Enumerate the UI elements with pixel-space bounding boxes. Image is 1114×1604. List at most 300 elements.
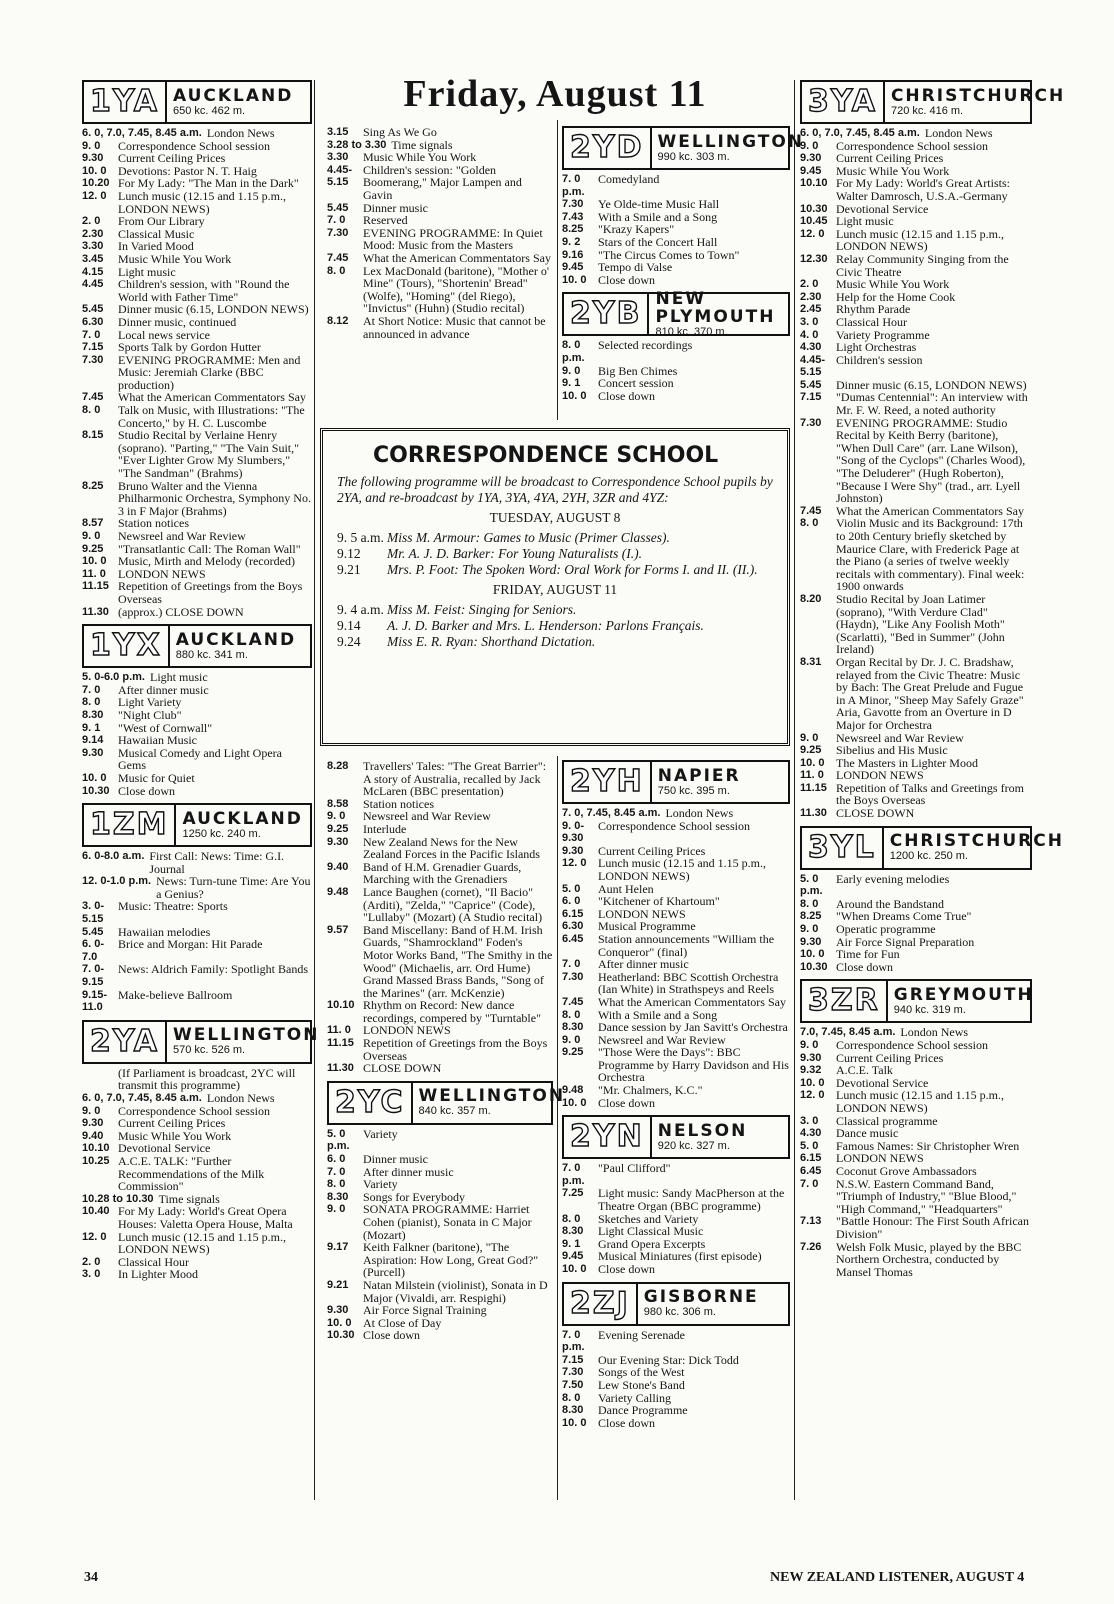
- entry-text: Dance Programme: [598, 1403, 688, 1418]
- programme-entry: [800, 936, 1032, 949]
- entry-time: 9.57: [327, 923, 349, 936]
- entry-text: Bruno Walter and the Vienna Philharmonic Orchestra, Symphony No. 3 in F Major (Brahms): [118, 478, 311, 518]
- entry-text: Grand Opera Excerpts: [598, 1236, 706, 1251]
- station-spacer: [562, 1429, 790, 1435]
- station-2yn: [562, 1115, 790, 1281]
- entry-time: 5. 0 p.m.: [327, 1127, 350, 1153]
- entry-time: 10. 0: [800, 756, 825, 769]
- entry-text: At Close of Day: [363, 1315, 442, 1330]
- entry-time: 8.28: [327, 760, 349, 772]
- programme-entry: [800, 417, 1032, 505]
- station-1zm: [82, 803, 312, 1020]
- programme-entry: [562, 1097, 790, 1110]
- entry-text: Station announcements "William the Conqueror" (final): [598, 931, 775, 959]
- entry-text: Correspondence School session: [118, 138, 270, 153]
- entry-text: Dinner music: [363, 200, 428, 215]
- programme-entry: [562, 1404, 790, 1417]
- station-2zj: [562, 1282, 790, 1436]
- entry-text: Talk on Music, with Illustrations: "The Concerto," by H. C. Luscombe: [118, 403, 305, 430]
- entry-time: 10.30: [800, 960, 828, 973]
- programme-entry: [562, 933, 790, 958]
- entry-text: (approx.) CLOSE DOWN: [118, 604, 244, 619]
- entry-text: Violin Music and its Background: 17th to 20th Century briefly sketched by Maurice Clare, with Frederick Page at the Piano (a series of twelve weekly recitals with commentary). Final week: 1900 onwards: [836, 516, 1025, 594]
- entry-time: 9. 0: [327, 1203, 346, 1216]
- entry-text: Repetition of Talks and Greetings from the Boys Overseas: [836, 780, 1024, 808]
- programme-entry: [562, 173, 790, 198]
- entry-time: 11.15: [800, 781, 827, 794]
- entry-time: 7.50: [562, 1378, 584, 1391]
- station-city: WELLINGTON: [172, 1025, 320, 1046]
- station-info: [888, 981, 1034, 1021]
- station-frequency: 810 kc. 370 m.: [655, 325, 728, 338]
- programme-entry: [327, 252, 553, 265]
- programme-entry: [327, 1153, 553, 1166]
- entry-text: Children's session, with "Round the World with Father Time": [118, 277, 290, 304]
- entry-text: Studio Recital by Verlaine Henry (soprano). "Parting," "The Vain Suit," "Ever Lighter Grow My Slumbers," "The Sandman" (Brahms): [118, 428, 300, 481]
- entry-time: 9.16: [562, 248, 584, 261]
- programme-entry: [82, 963, 312, 988]
- entry-time: 12. 0: [82, 189, 107, 202]
- station-info: [649, 288, 788, 338]
- station-3yl: [800, 826, 1064, 980]
- station-header: [82, 624, 312, 668]
- programme-entry: [800, 127, 1032, 140]
- station-logo: [564, 1117, 652, 1157]
- lesson-row: [337, 634, 773, 650]
- entry-text: Children's session: [836, 352, 923, 367]
- entry-time: 10. 0: [800, 1076, 825, 1089]
- programme-entry: [82, 253, 312, 266]
- entry-text: Current Ceiling Prices: [118, 1116, 226, 1131]
- programme-entry: [327, 126, 553, 139]
- station-city: AUCKLAND: [175, 629, 297, 650]
- entry-time: 8.30: [562, 1225, 584, 1238]
- station-logo: [564, 128, 652, 168]
- programme-entry: [327, 924, 553, 1000]
- entry-text: Close down: [118, 783, 175, 798]
- column-4: [800, 80, 1066, 1500]
- entry-text: "Night Club": [118, 707, 182, 722]
- entry-text: Newsreel and War Review: [118, 529, 246, 543]
- programme-entry: [327, 227, 553, 252]
- entry-time: 9.48: [562, 1084, 584, 1097]
- entry-time: 9. 0: [82, 530, 101, 542]
- station-header: [800, 826, 1064, 870]
- station-2yd: [562, 126, 805, 292]
- programme-entry: [327, 214, 553, 227]
- entry-text: Evening Serenade: [598, 1327, 685, 1342]
- entry-time: 4.15: [82, 265, 104, 278]
- column-rule: [557, 756, 558, 1500]
- entry-time: 2. 0: [82, 1255, 101, 1268]
- entry-text: Close down: [598, 1095, 655, 1110]
- programme-entry: [800, 253, 1032, 278]
- entry-time: 10. 0: [82, 555, 107, 568]
- programme-entry: [82, 1268, 312, 1281]
- station-info: [884, 828, 1064, 868]
- entry-text: Current Ceiling Prices: [118, 151, 226, 166]
- entry-time: 9. 1: [82, 721, 101, 734]
- programme-entry: [800, 807, 1032, 820]
- programme-entry: [800, 769, 1032, 782]
- programme-entry: [82, 1231, 312, 1256]
- page-number: 34: [84, 1570, 98, 1585]
- station-header: [82, 1020, 320, 1064]
- entry-time: 2. 0: [800, 278, 819, 291]
- entry-text: Time signals: [391, 137, 453, 152]
- entry-text: Lance Baughen (cornet), "Il Bacio" (Arditi), "Zelda," "Caprice" (Code), "Lullaby" (Mozart) (A Studio recital): [363, 884, 543, 925]
- programme-entry: [562, 211, 790, 224]
- station-info: [652, 1117, 788, 1157]
- programme-entry: [327, 1279, 553, 1304]
- entry-text: Light Orchestras: [836, 340, 917, 355]
- entry-time: 7.30: [562, 1366, 584, 1379]
- entry-text: The Masters in Lighter Mood: [836, 755, 978, 770]
- lesson-row: [337, 618, 773, 634]
- entry-text: Lex MacDonald (baritone), "Mother o' Mine" (Tours), "Shortenin' Bread" (Wolfe), "Homing" (del Riego), "Invictus" (Huhn) (Studio recital): [363, 263, 549, 316]
- entry-text: A.C.E. TALK: "Further Recommendations of the Milk Commission": [118, 1153, 265, 1194]
- programme-entry: [800, 303, 1032, 316]
- entry-time: 7.45: [562, 995, 584, 1008]
- programme-entry: [82, 429, 312, 479]
- station-header: [562, 1115, 790, 1159]
- entry-text: Dance session by Jan Savitt's Orchestra: [598, 1020, 788, 1035]
- entry-text: Local news service: [118, 327, 210, 342]
- station-call-sign: 2YD: [570, 130, 644, 165]
- programme-entry: [800, 782, 1032, 807]
- entry-time: 9.15-11.0: [82, 988, 108, 1014]
- station-spacer: [562, 402, 790, 408]
- lesson-time: 9.14: [337, 618, 361, 633]
- station-header: [82, 803, 312, 847]
- entry-text: Light Variety: [118, 695, 182, 710]
- programme-entry: [800, 656, 1032, 732]
- entry-time: 8.30: [327, 1190, 349, 1203]
- column-2-bottom: [327, 759, 566, 1500]
- programme-entry: [562, 1329, 790, 1354]
- programme-entry: [562, 1162, 790, 1187]
- programme-entry: [562, 390, 790, 403]
- station-frequency: 720 kc. 416 m.: [890, 104, 964, 117]
- programme-entry: [562, 895, 790, 908]
- programme-entry: [562, 1021, 790, 1034]
- entry-text: "Kitchener of Khartoum": [598, 894, 720, 909]
- entry-text: (If Parliament is broadcast, 2YC will transmit this programme): [118, 1065, 296, 1093]
- station-call-sign: 2ZJ: [570, 1285, 630, 1321]
- station-info: [167, 1022, 320, 1062]
- station-city: WELLINGTON: [657, 131, 805, 152]
- entry-text: Make-believe Ballroom: [118, 987, 233, 1002]
- station-info: [176, 805, 310, 845]
- programme-entry: [82, 228, 312, 241]
- entry-time: 9.30: [800, 1051, 822, 1064]
- entry-time: 9.30: [327, 1304, 349, 1317]
- entry-text: Help for the Home Cook: [836, 289, 956, 304]
- lesson-row: [337, 530, 773, 546]
- lesson-title: Mrs. P. Foot: The Spoken Word: Oral Work for Forms I. and II. (II.).: [387, 562, 758, 577]
- entry-time: 7.30: [82, 353, 104, 366]
- entry-text: Keith Falkner (baritone), "The Aspiration: How Long, Great God?" (Purcell): [363, 1240, 539, 1280]
- entry-time: 9. 0: [800, 139, 819, 152]
- entry-time: 7. 0, 7.45, 8.45 a.m.: [562, 807, 661, 819]
- correspondence-day: [337, 510, 773, 578]
- column-1: [82, 80, 320, 1500]
- programme-entry: [800, 1064, 1032, 1077]
- entry-text: Music While You Work: [363, 150, 477, 165]
- station-city: AUCKLAND: [172, 85, 294, 106]
- programme-entry: [82, 580, 312, 605]
- station-logo: [84, 805, 176, 845]
- programme-entry: [800, 1165, 1032, 1178]
- programme-entry: [800, 873, 1032, 898]
- programme-entry: [327, 1241, 553, 1279]
- entry-text: Brice and Morgan: Hit Parade: [118, 937, 263, 952]
- station-spacer: [800, 1278, 1032, 1284]
- entry-text: News: Turn-tune Time: Are You a Genius?: [156, 874, 311, 901]
- station-spacer: [82, 1281, 312, 1287]
- entry-time: 12.30: [800, 252, 828, 265]
- entry-text: Musical Programme: [598, 919, 696, 934]
- station-info: [885, 82, 1065, 122]
- entry-text: Light music: [118, 264, 176, 279]
- entry-text: Variety Programme: [836, 327, 930, 342]
- entry-text: Devotional Service: [836, 1075, 929, 1090]
- entry-time: 10. 0: [562, 273, 587, 286]
- programme-entry: [82, 404, 312, 429]
- programme-entry: [82, 734, 312, 747]
- entry-time: 10.45: [800, 215, 828, 228]
- entry-time: 3. 0: [800, 315, 819, 328]
- entry-text: Devotional Service: [836, 201, 929, 216]
- entry-time: 7.30: [562, 970, 584, 983]
- programme-entry: [800, 354, 1032, 379]
- entry-time: 11.30: [800, 807, 827, 820]
- entry-time: 8. 0 p.m.: [562, 339, 585, 364]
- entry-time: 9.45: [562, 1250, 584, 1263]
- entry-time: 3.45: [82, 252, 104, 265]
- entry-time: 11.15: [82, 580, 109, 593]
- entry-text: For My Lady: "The Man in the Dark": [118, 176, 299, 191]
- station-city: NAPIER: [657, 765, 741, 786]
- entry-time: 11.30: [82, 605, 109, 618]
- entry-time: 10.30: [327, 1329, 355, 1342]
- entry-time: 7. 0: [82, 328, 101, 341]
- entry-text: Lunch music (12.15 and 1.15 p.m., LONDON NEWS): [118, 188, 286, 216]
- entry-text: LONDON NEWS: [118, 566, 206, 581]
- entry-text: Rhythm on Record: New dance recordings, compered by "Turntable": [363, 998, 541, 1025]
- entry-text: Music: Theatre: Sports: [118, 899, 228, 914]
- entry-time: 3.28 to 3.30: [327, 138, 387, 151]
- entry-time: 7.15: [562, 1353, 584, 1366]
- entry-time: 9. 0: [82, 1104, 101, 1117]
- programme-entry: [82, 989, 312, 1014]
- entry-text: First Call: News: Time: G.I. Journal: [149, 849, 285, 876]
- column-rule: [794, 80, 795, 1500]
- entry-text: Children's session: "Golden Boomerang," Major Lampen and Gavin: [363, 162, 522, 202]
- entry-text: Famous Names: Sir Christopher Wren: [836, 1138, 1020, 1153]
- entry-time: 2.45: [800, 303, 822, 316]
- entry-text: In Lighter Mood: [118, 1267, 198, 1282]
- station-header: [82, 80, 312, 124]
- entry-text: Music, Mirth and Melody (recorded): [118, 554, 295, 569]
- station-city: GREYMOUTH: [893, 984, 1034, 1005]
- entry-time: 8. 0: [562, 1008, 581, 1021]
- entry-time: 10.30: [800, 202, 828, 215]
- programme-entry: [800, 1127, 1032, 1140]
- entry-time: 4. 0: [800, 328, 819, 341]
- programme-entry: [800, 278, 1032, 291]
- entry-text: Welsh Folk Music, played by the BBC Northern Orchestra, conducted by Mansel Thomas: [836, 1239, 1022, 1279]
- programme-entry: [82, 480, 312, 518]
- publication-footer: NEW ZEALAND LISTENER, AUGUST 4: [770, 1570, 1025, 1585]
- programme-entry: [562, 365, 790, 378]
- entry-text: Music While You Work: [836, 277, 950, 292]
- correspondence-heading: CORRESPONDENCE SCHOOL: [373, 443, 719, 468]
- entry-time: 9.14: [82, 734, 104, 747]
- programme-entry: [327, 810, 553, 823]
- station-call-sign: 3YA: [808, 84, 877, 119]
- entry-time: 10.25: [82, 1154, 110, 1167]
- programme-entry: [82, 152, 312, 165]
- entry-time: 8.12: [327, 314, 349, 327]
- entry-time: 9.25: [327, 822, 349, 835]
- entry-time: 9.30: [800, 152, 822, 165]
- entry-time: 10. 0: [562, 1263, 587, 1275]
- entry-text: Classical Music: [118, 226, 195, 241]
- entry-text: "Battle Honour: The First South African Division": [836, 1214, 1029, 1241]
- entry-time: 11. 0: [800, 769, 824, 782]
- station-frequency: 1250 kc. 240 m.: [182, 827, 261, 840]
- entry-text: Repetition of Greetings from the Boys Overseas: [363, 1036, 548, 1063]
- entry-time: 11. 0: [82, 567, 106, 580]
- station-3ya: [800, 80, 1066, 826]
- station-2ya: [82, 1020, 320, 1287]
- entry-text: Music While You Work: [836, 163, 950, 178]
- programme-entry: [327, 164, 553, 202]
- entry-text: London News: [206, 1091, 275, 1105]
- entry-text: Sibelius and His Music: [836, 743, 948, 758]
- entry-time: 7. 0: [327, 214, 346, 227]
- entry-text: What the American Commentators Say: [363, 250, 551, 265]
- programme-entry: [800, 152, 1032, 165]
- entry-text: News: Aldrich Family: Spotlight Bands: [118, 962, 309, 977]
- entry-text: EVENING PROGRAMME: Men and Music: Jeremiah Clarke (BBC production): [118, 352, 301, 392]
- entry-text: For My Lady: World's Great Artists: Walter Damrosch, U.S.A.-Germany: [836, 176, 1010, 203]
- entry-text: Interlude: [363, 821, 407, 836]
- station-logo: [564, 1284, 638, 1324]
- entry-time: 8. 0: [562, 1212, 581, 1225]
- entry-text: Our Evening Star: Dick Todd: [598, 1352, 739, 1367]
- station-city: CHRISTCHURCH: [890, 85, 1066, 106]
- entry-time: 5. 0: [800, 1139, 819, 1152]
- entry-time: 6. 0-8.0 a.m.: [82, 850, 145, 863]
- entry-text: Close down: [598, 1262, 655, 1276]
- station-call-sign: 2YA: [90, 1023, 159, 1059]
- entry-text: Air Force Signal Training: [363, 1303, 487, 1318]
- station-city: GISBORNE: [643, 1287, 759, 1308]
- entry-time: 7.43: [562, 210, 584, 223]
- entry-text: London News: [900, 1025, 969, 1040]
- programme-entry: [562, 377, 790, 390]
- entry-time: 7.26: [800, 1240, 822, 1253]
- entry-time: 9.30: [562, 844, 584, 857]
- entry-text: Concert session: [598, 376, 674, 391]
- entry-time: 4.45-5.15: [327, 163, 353, 189]
- programme-entry: [82, 772, 312, 785]
- programme-entry: [562, 1225, 790, 1238]
- entry-time: 10.20: [82, 177, 110, 190]
- lesson-row: [337, 562, 773, 578]
- station-header: [562, 126, 805, 170]
- column-3-top: [562, 126, 805, 424]
- entry-text: Studio Recital by Joan Latimer (soprano), "With Verdure Clad" (Haydn), "Like Any Foolish Moth" (Scarlatti), "Bed in Summer" (John Ireland): [836, 591, 1005, 657]
- entry-text: Ye Olde-time Music Hall: [598, 197, 720, 212]
- entry-text: LONDON NEWS: [836, 1151, 924, 1166]
- entry-time: 9. 0-9.30: [562, 819, 585, 845]
- entry-text: Correspondence School session: [118, 1103, 270, 1118]
- entry-text: Classical Hour: [118, 1254, 189, 1269]
- programme-entry: [82, 1155, 312, 1193]
- entry-text: Songs of the West: [598, 1365, 685, 1380]
- programme-entry: [327, 1178, 553, 1191]
- station-logo: [564, 294, 649, 334]
- programme-entry: [82, 555, 312, 568]
- entry-time: 9.45: [800, 164, 822, 177]
- entry-time: 6. 0, 7.0, 7.45, 8.45 a.m.: [800, 127, 920, 139]
- entry-text: Dance music: [836, 1126, 899, 1141]
- column-rule: [557, 120, 558, 420]
- station-logo: [329, 1083, 413, 1123]
- programme-entry: [82, 316, 312, 329]
- station-2yc: [327, 1081, 566, 1348]
- entry-time: 10.28 to 10.30: [82, 1192, 154, 1205]
- entry-time: 6.15: [800, 1152, 822, 1165]
- entry-time: 9.30: [82, 152, 104, 165]
- programme-entry: [82, 1067, 312, 1092]
- station-frequency: 880 kc. 341 m.: [175, 648, 248, 661]
- programme-entry: [800, 215, 1032, 228]
- station-call-sign: 2YH: [570, 764, 644, 799]
- entry-time: 8.25: [562, 223, 584, 236]
- entry-text: Variety Calling: [598, 1390, 671, 1405]
- programme-entry: [800, 1115, 1032, 1128]
- programme-entry: [327, 151, 553, 164]
- entry-text: LONDON NEWS: [598, 906, 686, 921]
- entry-time: 3. 0: [82, 1268, 101, 1281]
- entry-text: Hawaiian melodies: [118, 924, 211, 939]
- entry-time: 7.30: [800, 416, 822, 429]
- station-logo: [84, 626, 170, 666]
- lesson-time: 9. 4 a.m.: [337, 602, 384, 617]
- programme-entry: [327, 1203, 553, 1241]
- programme-entry: [82, 900, 312, 925]
- entry-time: 11. 0: [327, 1024, 351, 1037]
- lesson-title: Miss M. Feist: Singing for Seniors.: [387, 602, 577, 617]
- programme-entry: [562, 1250, 790, 1263]
- programme-entry: [82, 606, 312, 619]
- entry-time: 8.30: [562, 1021, 584, 1034]
- station-city: WELLINGTON: [418, 1086, 566, 1107]
- entry-time: 3.30: [327, 151, 349, 164]
- station-frequency: 990 kc. 303 m.: [657, 150, 730, 163]
- programme-entry: [82, 785, 312, 798]
- station-logo: [84, 1022, 167, 1062]
- station-header: [327, 1081, 566, 1125]
- station-1yx: [82, 624, 312, 803]
- entry-text: Correspondence School session: [598, 818, 750, 833]
- entry-time: 4.30: [800, 1127, 822, 1140]
- correspondence-school-box: [320, 428, 790, 746]
